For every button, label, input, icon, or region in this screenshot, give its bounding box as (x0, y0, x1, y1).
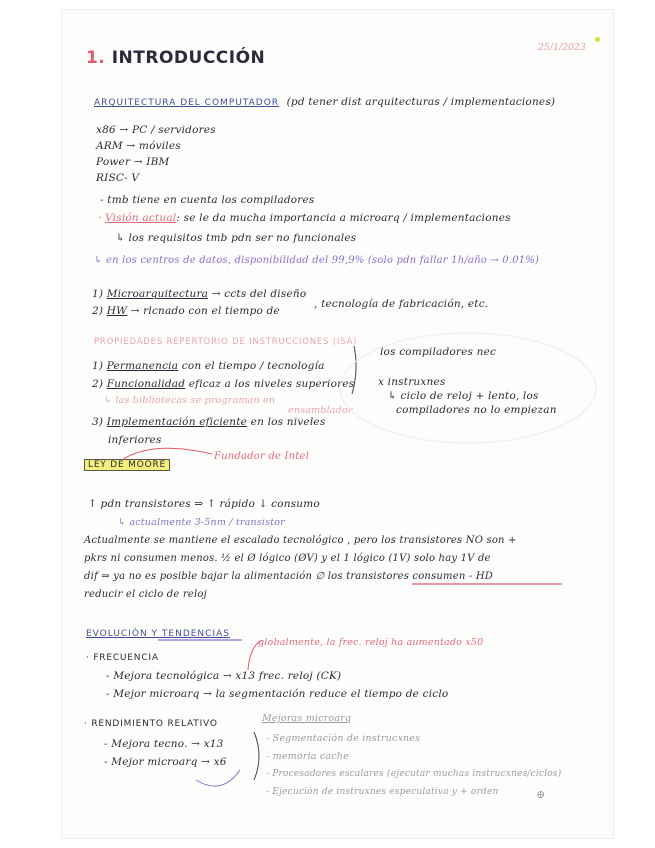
microarq-arrow (196, 770, 240, 786)
isa-p2-note1: ↳ las bibliotecas se programan en (104, 395, 276, 406)
rend-label: · RENDIMIENTO RELATIVO (84, 719, 218, 729)
isa-heading: PROPIEDADES REPERTORIO DE INSTRUCCIONES (ISA) (94, 337, 358, 347)
arq-heading: ARQUITECTURA DEL COMPUTADOR (94, 98, 280, 108)
isa-p3-label: Implementación eficiente (106, 416, 248, 428)
moore-founder: Fundador de Intel (214, 451, 309, 462)
mejora-3: - Procesadores escalares (ejecutar muchas instrucxnes/ciclos) (266, 769, 562, 779)
isa-p2: 2) Funcionalidad eficaz a los niveles superiores (92, 378, 355, 390)
isa-side-4: compiladores no lo empiezan (396, 404, 557, 416)
compiladores-note: - tmb tiene en cuenta los compiladores (100, 194, 315, 206)
isa-p3: 3) Implementación eficiente en los niveles (92, 416, 326, 428)
mejora-2: - memoria cache (266, 751, 349, 762)
global-arrow (248, 640, 262, 670)
freq-label: · FRECUENCIA (86, 653, 159, 663)
isa-p1-label: Permanencia (106, 360, 179, 372)
hw-text: → rlcnado con el tiempo de (130, 305, 280, 317)
vision-text: : se le da mucha importancia a microarq / implementaciones (176, 212, 511, 224)
vision-label: Visión actual (105, 212, 177, 224)
moore-line1: ↑ pdn transistores ⇒ ↑ rápido ↓ consumo (88, 498, 320, 510)
vision-line: · Visión actual: se le da mucha importancia a microarq / implementaciones (98, 212, 511, 224)
arq-item-riscv: RISC- V (96, 172, 140, 184)
founder-arrow (122, 448, 212, 460)
moore-label: LEY DE MOORE (84, 459, 170, 471)
mejora-1: - Segmentación de instrucxnes (266, 733, 421, 744)
freq-2: - Mejor microarq → la segmentación reduce el tiempo de ciclo (106, 688, 449, 700)
hand-drawn-marks (62, 10, 613, 838)
isa-side-1: los compiladores nec (380, 346, 497, 358)
rend-1: - Mejora tecno. → x13 (104, 738, 224, 750)
title-text: INTRODUCCIÓN (111, 48, 266, 68)
freq-1: - Mejora tecnológica → x13 frec. reloj (CK) (106, 670, 342, 682)
evol-global-note: globalmente, la frec. reloj ha aumentado x50 (258, 637, 484, 648)
isa-side-bubble (340, 333, 596, 443)
rend-2: - Mejor microarq → x6 (104, 756, 227, 768)
moore-p4: reducir el ciclo de reloj (84, 589, 207, 600)
isa-side-brace (352, 346, 356, 394)
isa-side-3: ↳ ciclo de reloj + lento, los (388, 390, 539, 402)
micro-line: 1) Microarquitectura → ccts del diseño (92, 288, 307, 300)
isa-side-2: x instruxnes (378, 376, 446, 388)
date: 25/1/2023 (538, 43, 586, 53)
centros-datos-note: ↳ en los centros de datos, disponibilidad del 99,9% (solo pdn fallar 1h/año → 0.01%) (94, 255, 540, 266)
isa-p2-label: Funcionalidad (106, 378, 186, 390)
micro-text: → ccts del diseño (211, 288, 307, 300)
isa-p3-text2: inferiores (108, 434, 162, 446)
isa-p2-note2: ensamblador (288, 405, 353, 416)
moore-p1: Actualmente se mantiene el escalado tecnológico , pero los transistores NO son + (84, 535, 517, 546)
isa-p2-text: eficaz a los niveles superiores (188, 378, 355, 390)
hw-label: HW (106, 305, 128, 317)
arq-item-power: Power → IBM (96, 156, 170, 168)
arq-item-x86: x86 → PC / servidores (96, 124, 216, 136)
mejoras-brace (254, 732, 259, 780)
mejoras-title: Mejoras microarq (262, 713, 352, 724)
moore-line2: ↳ actualmente 3-5nm / transistor (118, 517, 285, 528)
requisitos-note: ↳ los requisitos tmb pdn ser no funcionales (116, 232, 357, 244)
circled-plus-icon: ⊕ (536, 788, 546, 801)
mejora-4: - Ejecución de instruxnes especulativa y + orden (266, 787, 499, 797)
title-number: 1. (86, 48, 106, 68)
moore-p3: dif ⇒ ya no es posible bajar la alimentación ∅ los transistores consumen - HD (84, 571, 493, 582)
micro-label: Microarquitectura (106, 288, 209, 300)
arq-heading-note: (pd tener dist arquitecturas / implementaciones) (286, 96, 556, 108)
isa-p1: 1) Permanencia con el tiempo / tecnología (92, 360, 325, 372)
arq-item-arm: ARM → móviles (96, 140, 181, 152)
isa-p3-text: en los niveles (250, 416, 326, 428)
moore-p2: pkrs ni consumen menos. ½ el Ø lógico (ØV) y el 1 lógico (1V) solo hay 1V de (84, 553, 491, 564)
notes-page (62, 10, 613, 838)
hw-text-cont: , tecnología de fabricación, etc. (314, 298, 489, 310)
evol-heading: EVOLUCIÓN Y TENDENCIAS (86, 629, 230, 639)
hw-line: 2) HW → rlcnado con el tiempo de (92, 305, 280, 317)
isa-p1-text: con el tiempo / tecnología (181, 360, 325, 372)
